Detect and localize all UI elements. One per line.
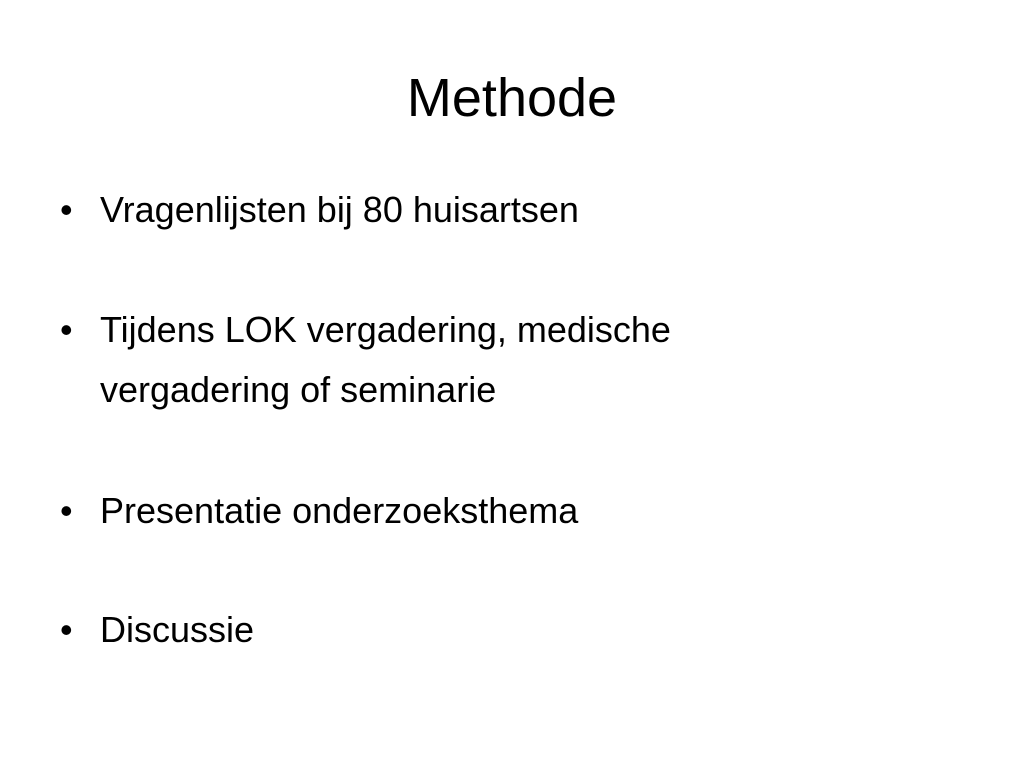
- bullet-icon: •: [60, 490, 73, 531]
- slide-title: Methode: [406, 68, 618, 128]
- bullet-text: Tijdens LOK vergadering, medische vergadering of seminarie: [100, 309, 671, 410]
- bullet-icon: •: [60, 309, 73, 350]
- bullet-icon: •: [60, 609, 73, 650]
- bullet-text: Vragenlijsten bij 80 huisartsen: [100, 189, 579, 230]
- bullet-text: Presentatie onderzoeksthema: [100, 490, 579, 531]
- bullet-icon: •: [60, 189, 73, 230]
- bullet-text: Discussie: [100, 609, 255, 650]
